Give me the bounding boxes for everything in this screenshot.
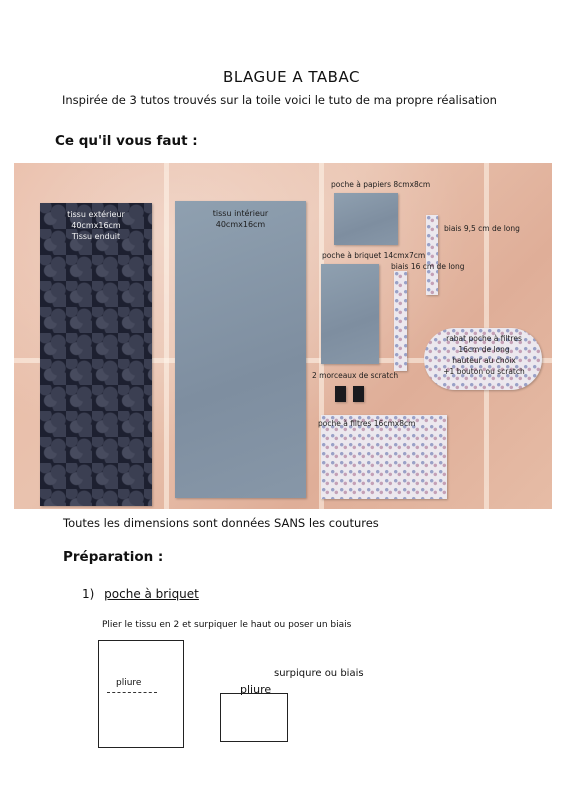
label-outer-fabric-name: tissu extérieur bbox=[67, 210, 125, 219]
scratch-piece-1 bbox=[335, 386, 346, 402]
section-heading-needs: Ce qu'il vous faut : bbox=[55, 133, 198, 149]
label-outer-fabric-size: 40cmx16cm bbox=[71, 221, 121, 230]
bias-strip-16 bbox=[394, 271, 407, 371]
intro-text: Inspirée de 3 tutos trouvés sur la toile voici le tuto de ma propre réalisation bbox=[62, 93, 497, 107]
section-heading-preparation: Préparation : bbox=[63, 549, 164, 565]
label-scratch: 2 morceaux de scratch bbox=[312, 371, 399, 380]
label-outer-fabric-type: Tissu enduit bbox=[71, 232, 121, 241]
label-filter-flap-name: rabat poche à filtres bbox=[446, 334, 522, 343]
label-bias-95: biais 9,5 cm de long bbox=[444, 224, 520, 233]
label-inner-fabric bbox=[175, 208, 306, 230]
step-1-instruction: Plier le tissu en 2 et surpiquer le haut ou poser un biais bbox=[102, 620, 352, 630]
fold-label-folded: pliure bbox=[240, 683, 272, 696]
label-filter-pocket: poche à filtres 16cmx8cm bbox=[318, 419, 416, 428]
label-inner-fabric-name: tissu intérieur bbox=[212, 209, 269, 218]
label-filter-flap-closure: +1 bouton ou scratch bbox=[443, 367, 525, 376]
fold-label-unfolded: pliure bbox=[116, 678, 142, 688]
step-number: 1) bbox=[82, 587, 95, 601]
step-1-heading bbox=[82, 587, 199, 601]
label-lighter-pocket: poche à briquet 14cmx7cm bbox=[322, 251, 426, 260]
label-outer-fabric bbox=[40, 209, 152, 242]
document-title: BLAGUE A TABAC bbox=[223, 68, 360, 86]
lighter-pocket-fabric bbox=[321, 264, 379, 364]
dimensions-note: Toutes les dimensions sont données SANS les coutures bbox=[63, 516, 379, 530]
folded-fabric-diagram bbox=[220, 693, 288, 742]
fold-line bbox=[107, 692, 157, 693]
label-filter-flap bbox=[429, 333, 539, 377]
scratch-piece-2 bbox=[353, 386, 364, 402]
label-paper-pocket: poche à papiers 8cmx8cm bbox=[331, 180, 431, 189]
outer-fabric bbox=[40, 203, 152, 506]
materials-photo bbox=[14, 163, 552, 509]
label-inner-fabric-size: 40cmx16cm bbox=[215, 220, 266, 229]
label-filter-flap-length: 16cm de long bbox=[458, 345, 510, 354]
paper-pocket-fabric bbox=[334, 193, 398, 245]
step-title: poche à briquet bbox=[104, 587, 199, 601]
unfolded-fabric-diagram bbox=[98, 640, 184, 748]
bias-strip-95 bbox=[426, 215, 438, 295]
inner-fabric bbox=[175, 201, 306, 498]
label-bias-16: biais 16 cm de long bbox=[391, 262, 465, 271]
stitch-label: surpiqure ou biais bbox=[274, 668, 364, 679]
label-filter-flap-height: hauteur au choix bbox=[452, 356, 516, 365]
